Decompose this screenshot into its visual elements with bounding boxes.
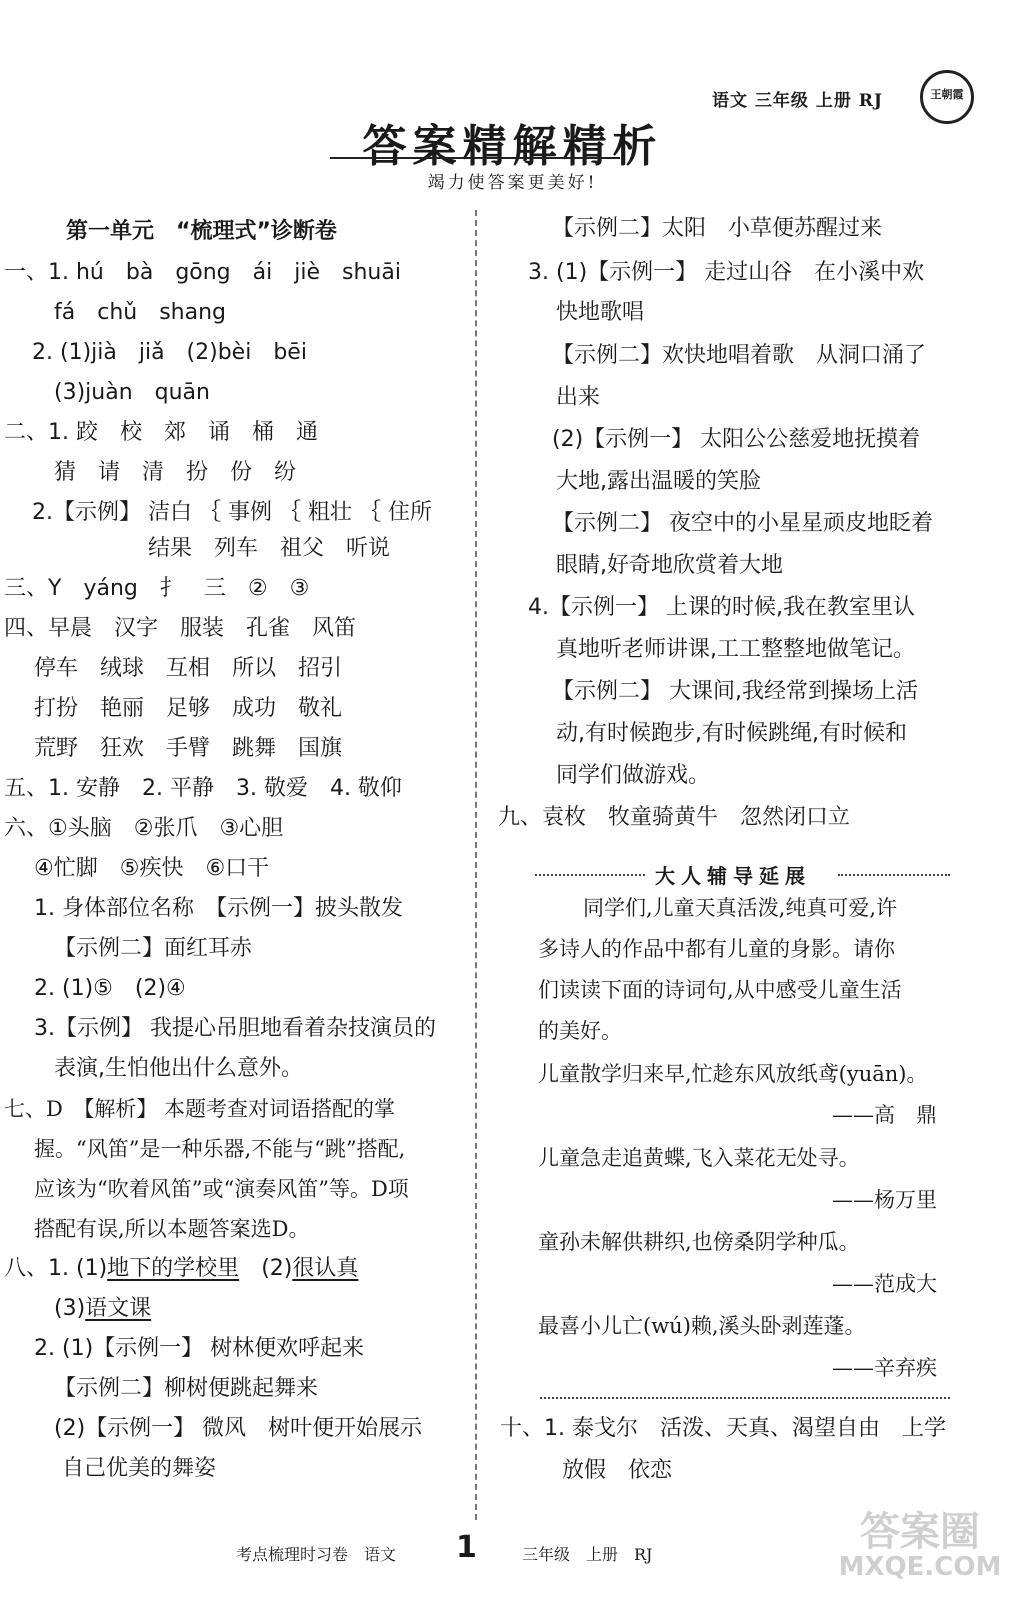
answer-line: 三、Y yáng 扌 三 ② ③ <box>4 576 310 601</box>
poem-author: ——高 鼎 <box>832 1103 937 1127</box>
answer-line: 五、1. 安静 2. 平静 3. 敬爱 4. 敬仰 <box>4 776 402 801</box>
answer-line: 快地歌唱 <box>556 300 645 325</box>
answer-line: 2. (1)jià jiǎ (2)bèi bēi <box>32 340 307 365</box>
extension-intro: 们读读下面的诗词句,从中感受儿童生活 <box>538 978 902 1002</box>
answer-prefix: (2) <box>261 1256 293 1281</box>
answer-line: 动,有时候跑步,有时候跳绳,有时候和 <box>556 721 907 746</box>
column-divider <box>475 210 477 1520</box>
answer-line: 一、1. hú bà gōng ái jiè shuāi <box>4 260 401 285</box>
unit-heading: 第一单元 “梳理式”诊断卷 <box>66 219 337 244</box>
answer-line: 放假 依恋 <box>562 1458 673 1483</box>
extension-rule-right <box>838 874 950 876</box>
answer-line: 4.【示例一】 上课的时候,我在教室里认 <box>528 595 915 620</box>
answer-line: 1. 身体部位名称 【示例一】披头散发 <box>34 896 403 921</box>
answer-line: 出来 <box>556 385 601 410</box>
underlined-answer: 语文课 <box>85 1296 152 1321</box>
answer-line: 【示例二】太阳 小草便苏醒过来 <box>552 216 883 241</box>
answer-line: ④忙脚 ⑤疾快 ⑥口干 <box>34 856 270 881</box>
title-underline <box>330 157 620 159</box>
answer-line: 打扮 艳丽 足够 成功 敬礼 <box>34 696 343 721</box>
extension-intro: 的美好。 <box>538 1019 622 1043</box>
poem-line: 儿童急走追黄蝶,飞入菜花无处寻。 <box>538 1146 860 1170</box>
brand-logo: 王朝霞 <box>920 70 974 124</box>
answer-line: 二、1. 跤 校 郊 诵 桶 通 <box>4 420 318 445</box>
answer-line: 2. (1)⑤ (2)④ <box>34 976 186 1001</box>
answer-line: 真地听老师讲课,工工整整地做笔记。 <box>556 637 915 662</box>
answer-line: 自己优美的舞姿 <box>62 1456 217 1481</box>
answer-prefix: 八、1. (1) <box>4 1256 108 1281</box>
answer-line: 大地,露出温暖的笑脸 <box>556 469 761 494</box>
answer-line: fá chǔ shang <box>54 300 227 325</box>
answer-line: 3. (1)【示例一】 走过山谷 在小溪中欢 <box>528 260 925 285</box>
answer-line: 【示例二】柳树便跳起舞来 <box>54 1376 319 1401</box>
page-number: 1 <box>456 1530 477 1565</box>
answer-line: 六、①头脑 ②张爪 ③心胆 <box>4 816 284 841</box>
answer-line: 表演,生怕他出什么意外。 <box>54 1056 303 1081</box>
extension-intro: 同学们,儿童天真活泼,纯真可爱,许 <box>583 896 898 920</box>
answer-line: 十、1. 泰戈尔 活泼、天真、渴望自由 上学 <box>500 1416 946 1441</box>
header-info: 语文 三年级 上册 RJ <box>712 91 883 111</box>
answer-line: 2. (1)【示例一】 树林便欢呼起来 <box>34 1336 365 1361</box>
answer-line <box>4 1254 358 1284</box>
underlined-answer: 地下的学校里 <box>107 1256 240 1281</box>
footer-left: 考点梳理时习卷 语文 <box>236 1545 397 1564</box>
answer-line: 同学们做游戏。 <box>556 763 711 788</box>
answer-line <box>54 1294 151 1324</box>
answer-line: 【示例二】 大课间,我经常到操场上活 <box>552 679 918 704</box>
poem-author: ——辛弃疾 <box>832 1356 937 1380</box>
answer-line: 荒野 狂欢 手臂 跳舞 国旗 <box>34 736 343 761</box>
extension-rule-left <box>535 874 645 876</box>
answer-line: 四、早晨 汉字 服装 孔雀 风笛 <box>4 616 357 641</box>
answer-line: 七、D 【解析】 本题考查对词语搭配的掌 <box>4 1097 396 1121</box>
answer-line: 3.【示例】 我提心吊胆地看着杂技演员的 <box>34 1016 436 1041</box>
page-title: 答案精解精析 <box>362 121 663 172</box>
answer-line: 眼睛,好奇地欣赏着大地 <box>556 553 783 578</box>
watermark-main: 答案圈 <box>860 1509 980 1555</box>
answer-line: 停车 绒球 互相 所以 招引 <box>34 656 343 681</box>
answer-prefix: (3) <box>54 1296 86 1321</box>
watermark-sub: MXQE.COM <box>838 1552 1002 1582</box>
answer-line: (3)juàn quān <box>54 380 210 405</box>
answer-line: (2)【示例一】 太阳公公慈爱地抚摸着 <box>552 427 921 452</box>
poem-line: 童孙未解供耕织,也傍桑阴学种瓜。 <box>538 1230 860 1254</box>
answer-line: 结果 列车 祖父 听说 <box>148 536 391 561</box>
answer-line: 九、袁枚 牧童骑黄牛 忽然闭口立 <box>498 805 851 830</box>
answer-line: (2)【示例一】 微风 树叶便开始展示 <box>54 1416 423 1441</box>
answer-line: 2.【示例】 洁白 ｛ 事例 ｛ 粗壮 ｛ 住所 <box>32 500 432 525</box>
answer-line: 应该为“吹着风笛”或“演奏风笛”等。D项 <box>34 1177 409 1201</box>
extension-end-rule <box>540 1397 950 1399</box>
answer-line: 搭配有误,所以本题答案选D。 <box>34 1217 310 1241</box>
answer-line: 握。“风笛”是一种乐器,不能与“跳”搭配, <box>34 1137 406 1161</box>
underlined-answer: 很认真 <box>292 1256 359 1281</box>
answer-line: 猜 请 清 扮 份 纷 <box>54 460 297 485</box>
poem-author: ——范成大 <box>832 1272 937 1296</box>
answer-line: 【示例二】欢快地唱着歌 从洞口涌了 <box>552 343 927 368</box>
poem-line: 儿童散学归来早,忙趁东风放纸鸢(yuān)。 <box>538 1062 928 1086</box>
watermark <box>830 1509 1010 1592</box>
answer-line: 【示例二】 夜空中的小星星顽皮地眨着 <box>552 511 933 536</box>
footer-right: 三年级 上册 RJ <box>522 1545 653 1564</box>
extension-title: 大人辅导延展 <box>655 860 811 889</box>
poem-author: ——杨万里 <box>832 1188 937 1212</box>
poem-line: 最喜小儿亡(wú)赖,溪头卧剥莲蓬。 <box>538 1314 866 1338</box>
page-subtitle: 竭力使答案更美好! <box>427 173 598 193</box>
answer-line: 【示例二】面红耳赤 <box>54 936 253 961</box>
extension-intro: 多诗人的作品中都有儿童的身影。请你 <box>538 937 895 961</box>
